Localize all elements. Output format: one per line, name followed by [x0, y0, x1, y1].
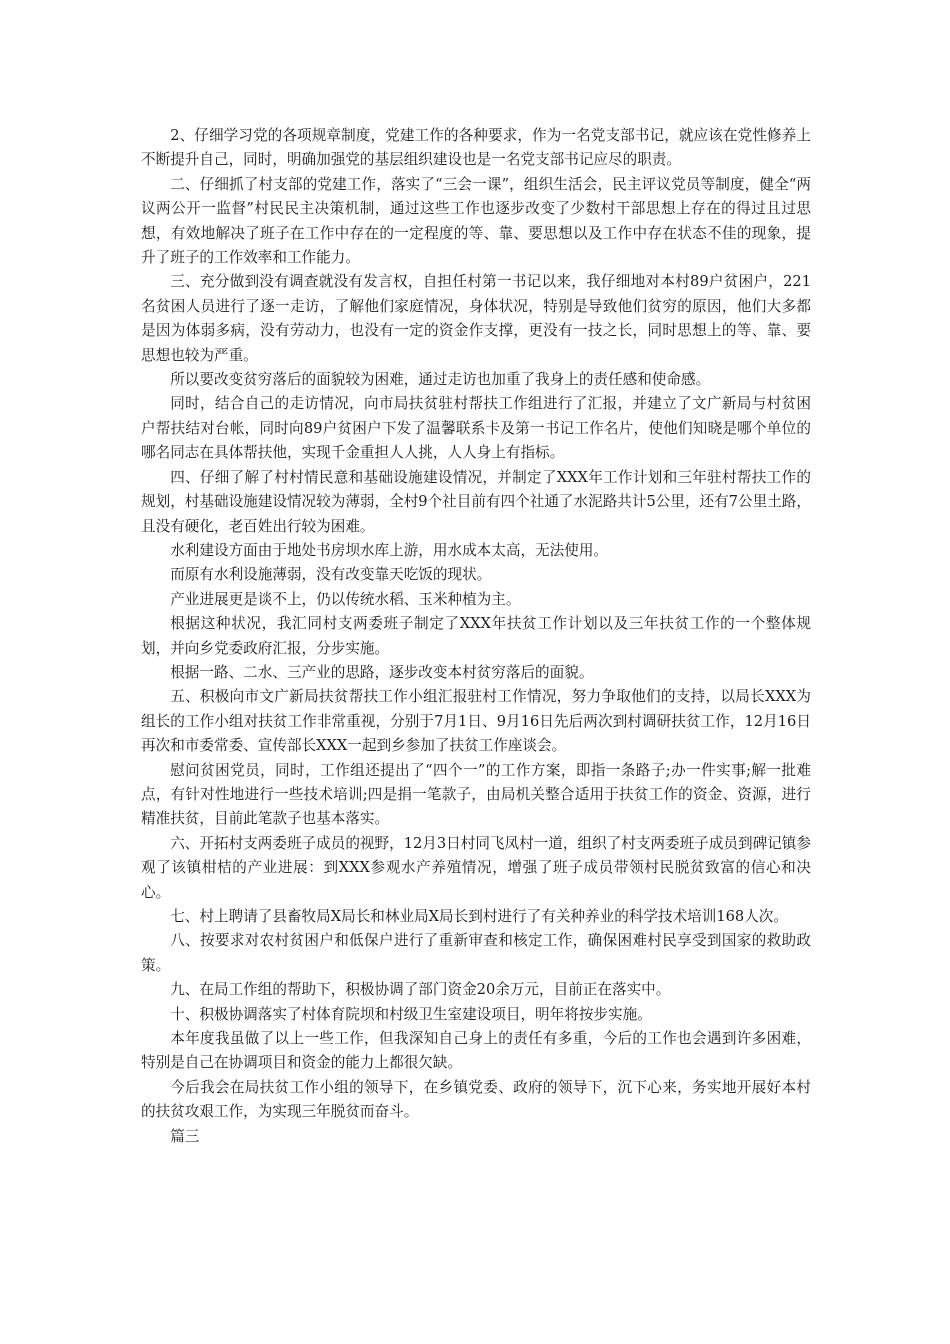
- paragraph: 根据一路、二水、三产业的思路，逐步改变本村贫穷落后的面貌。: [170, 663, 594, 681]
- paragraph: 2、仔细学习党的各项规章制度，党建工作的各种要求，作为一名党支部书记，就应该在党性修养上不断提升自己，同时，明确加强党的基层组织建设也是一名党支部书记应尽的职责。: [141, 127, 811, 169]
- paragraph: 八、按要求对农村贫困户和低保户进行了重新审查和核定工作，确保困难村民享受到国家的救助政策。: [141, 932, 811, 974]
- section-heading: 篇三: [170, 1127, 200, 1145]
- document-body: [141, 124, 811, 1149]
- paragraph: 十、积极协调落实了村体育院坝和村级卫生室建设项目，明年将按步实施。: [170, 1005, 652, 1023]
- paragraph: 七、村上聘请了县畜牧局X局长和林业局X局长到村进行了有关种养业的科学技术培训168人次。: [170, 908, 788, 925]
- paragraph: 同时，结合自己的走访情况，向市局扶贫驻村帮扶工作组进行了汇报，并建立了文广新局与村贫困户帮扶结对台帐，同时向89户贫困户下发了温馨联系卡及第一书记工作名片，使他们知晓是哪个单位的哪名同志在具体帮扶他，实现千金重担人人挑，人人身上有指标。: [141, 395, 811, 462]
- paragraph: 水利建设方面由于地处书房坝水库上游，用水成本太高，无法使用。: [170, 541, 609, 559]
- paragraph: 三、充分做到没有调查就没有发言权，自担任村第一书记以来，我仔细地对本村89户贫困户，221名贫困人员进行了逐一走访，了解他们家庭情况，身体状况，特别是导致他们贫穷的原因，他们大多都是因为体弱多病，没有劳动力，也没有一定的资金作支撑，更没有一技之长，同时思想上的等、靠、要思想也较为严重。: [141, 273, 811, 364]
- paragraph: 九、在局工作组的帮助下，积极协调了部门资金20余万元，目前正在落实中。: [170, 981, 671, 999]
- paragraph: 根据这种状况，我汇同村支两委班子制定了XXX年扶贫工作计划以及三年扶贫工作的一个整体规划，并向乡党委政府汇报，分步实施。: [141, 615, 811, 657]
- paragraph: 五、积极向市文广新局扶贫帮扶工作小组汇报驻村工作情况，努力争取他们的支持，以局长XXX为组长的工作小组对扶贫工作非常重视，分别于7月1日、9月16日先后两次到村调研扶贫工作，12月16日再次和市委常委、宣传部长XXX一起到乡参加了扶贫工作座谈会。: [141, 688, 811, 755]
- paragraph: 所以要改变贫穷落后的面貌较为困难，通过走访也加重了我身上的责任感和使命感。: [170, 371, 711, 389]
- paragraph: 四、仔细了解了村村情民意和基础设施建设情况，并制定了XXX年工作计划和三年驻村帮扶工作的规划，村基础设施建设情况较为薄弱，全村9个社目前有四个社通了水泥路共计5公里，还有7公里土路，且没有硬化，老百姓出行较为困难。: [141, 468, 811, 535]
- paragraph: 慰问贫困党员，同时，工作组还提出了“四个一”的工作方案，即指一条路子;办一件实事;解一批难点，有针对性地进行一些技术培训;四是捐一笔款子，由局机关整合适用于扶贫工作的资金、资源，进行精准扶贫，目前此笔款子也基本落实。: [141, 761, 811, 828]
- paragraph: 本年度我虽做了以上一些工作，但我深知自己身上的责任有多重，今后的工作也会遇到许多困难，特别是自己在协调项目和资金的能力上都很欠缺。: [141, 1030, 811, 1072]
- paragraph: 今后我会在局扶贫工作小组的领导下，在乡镇党委、政府的领导下，沉下心来，务实地开展好本村的扶贫攻艰工作，为实现三年脱贫而奋斗。: [141, 1078, 811, 1121]
- paragraph: 产业进展更是谈不上，仍以传统水稻、玉米种植为主。: [170, 590, 521, 608]
- paragraph: 六、开拓村支两委班子成员的视野，12月3日村同飞凤村一道，组织了村支两委班子成员到碑记镇参观了该镇柑桔的产业进展：到XXX参观水产养殖情况，增强了班子成员带领村民脱贫致富的信心和决心。: [141, 834, 811, 901]
- paragraph: 而原有水利设施薄弱，没有改变靠天吃饭的现状。: [170, 566, 492, 584]
- paragraph: 二、仔细抓了村支部的党建工作，落实了“三会一课”，组织生活会，民主评议党员等制度，健全“两议两公开一监督”村民民主决策机制，通过这些工作也逐步改变了少数村干部思想上存在的得过且过思想，有效地解决了班子在工作中存在的一定程度的等、靠、要思想以及工作中存在状态不佳的现象，提升了班子的工作效率和工作能力。: [141, 175, 811, 267]
